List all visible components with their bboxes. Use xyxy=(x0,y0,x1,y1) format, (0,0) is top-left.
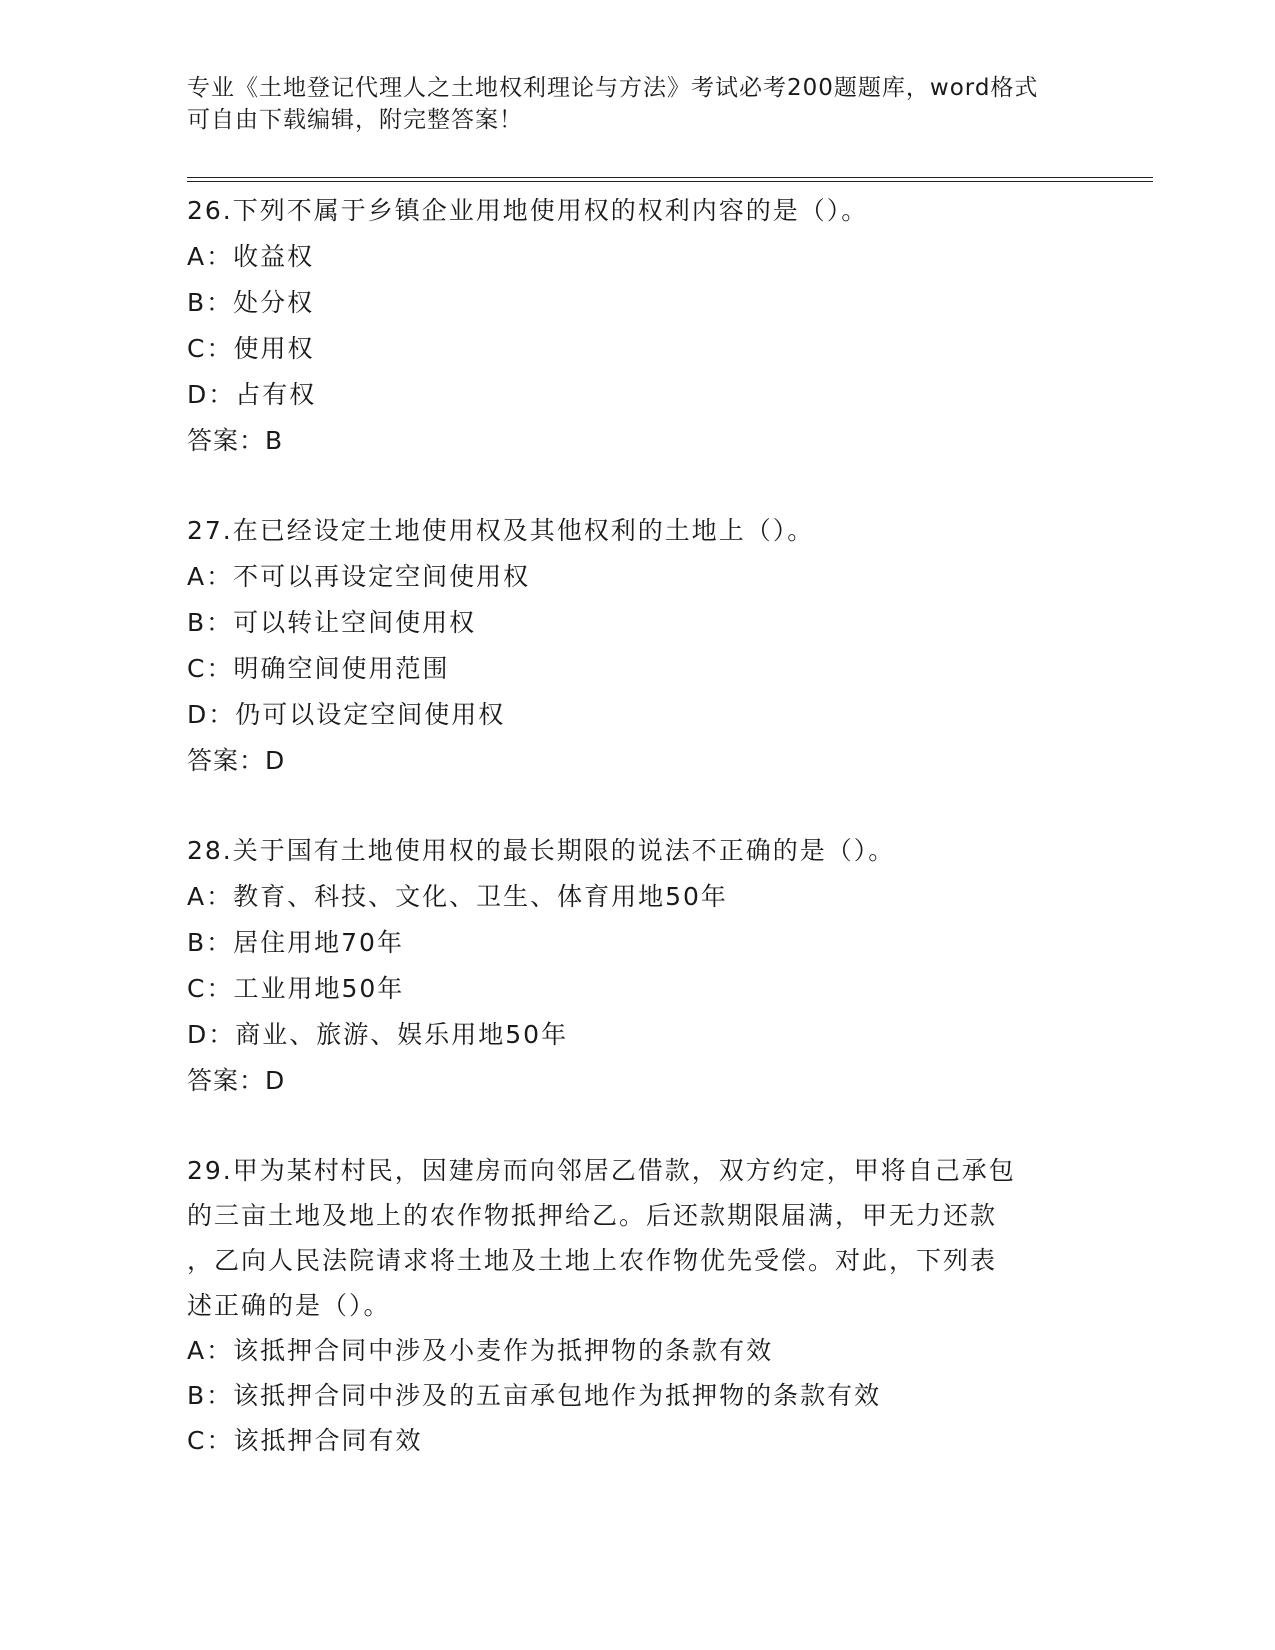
question-stem: 28.关于国有土地使用权的最长期限的说法不正确的是（）。 xyxy=(187,836,896,865)
option-c: C：工业用地50年 xyxy=(187,974,405,1003)
header-line-2: 可自由下载编辑，附完整答案！ xyxy=(187,107,523,133)
answer xyxy=(187,1058,1087,1104)
question-29 xyxy=(187,1148,1087,1463)
header-divider-bottom xyxy=(187,181,1153,182)
option-c: C：该抵押合同有效 xyxy=(187,1426,423,1455)
answer-text: 答案：D xyxy=(187,746,286,775)
answer xyxy=(187,418,1087,464)
question-stem: 26.下列不属于乡镇企业用地使用权的权利内容的是（）。 xyxy=(187,196,869,225)
question-28 xyxy=(187,828,1087,1104)
option-b: B：居住用地70年 xyxy=(187,928,404,957)
option-b: B：处分权 xyxy=(187,288,315,317)
question-stem-line-4: 述正确的是（）。 xyxy=(187,1291,391,1320)
question-27 xyxy=(187,508,1087,784)
option-a: A：该抵押合同中涉及小麦作为抵押物的条款有效 xyxy=(187,1336,774,1365)
answer-text: 答案：B xyxy=(187,426,284,455)
option-d: D：商业、旅游、娱乐用地50年 xyxy=(187,1020,569,1049)
option-b: B：可以转让空间使用权 xyxy=(187,608,477,637)
option-a: A：教育、科技、文化、卫生、体育用地50年 xyxy=(187,882,728,911)
question-stem: 27.在已经设定土地使用权及其他权利的土地上（）。 xyxy=(187,516,815,545)
option-b: B：该抵押合同中涉及的五亩承包地作为抵押物的条款有效 xyxy=(187,1381,882,1410)
header-line-1: 专业《土地登记代理人之土地权利理论与方法》考试必考200题题库，word格式 xyxy=(187,75,1039,101)
answer-text: 答案：D xyxy=(187,1066,286,1095)
option-d: D：仍可以设定空间使用权 xyxy=(187,700,506,729)
question-stem-line-2: 的三亩土地及地上的农作物抵押给乙。后还款期限届满，甲无力还款 xyxy=(187,1201,998,1230)
question-26 xyxy=(187,188,1087,464)
answer xyxy=(187,738,1087,784)
option-a: A：不可以再设定空间使用权 xyxy=(187,562,531,591)
option-c: C：使用权 xyxy=(187,334,315,363)
question-stem-line-1: 29.甲为某村村民，因建房而向邻居乙借款，双方约定，甲将自己承包 xyxy=(187,1156,1016,1185)
option-a: A：收益权 xyxy=(187,242,315,271)
document-header xyxy=(187,72,1067,136)
option-d: D：占有权 xyxy=(187,380,317,409)
header-divider-top xyxy=(187,177,1153,178)
option-c: C：明确空间使用范围 xyxy=(187,654,450,683)
question-stem-line-3: ，乙向人民法院请求将土地及土地上农作物优先受偿。对此，下列表 xyxy=(187,1246,998,1275)
